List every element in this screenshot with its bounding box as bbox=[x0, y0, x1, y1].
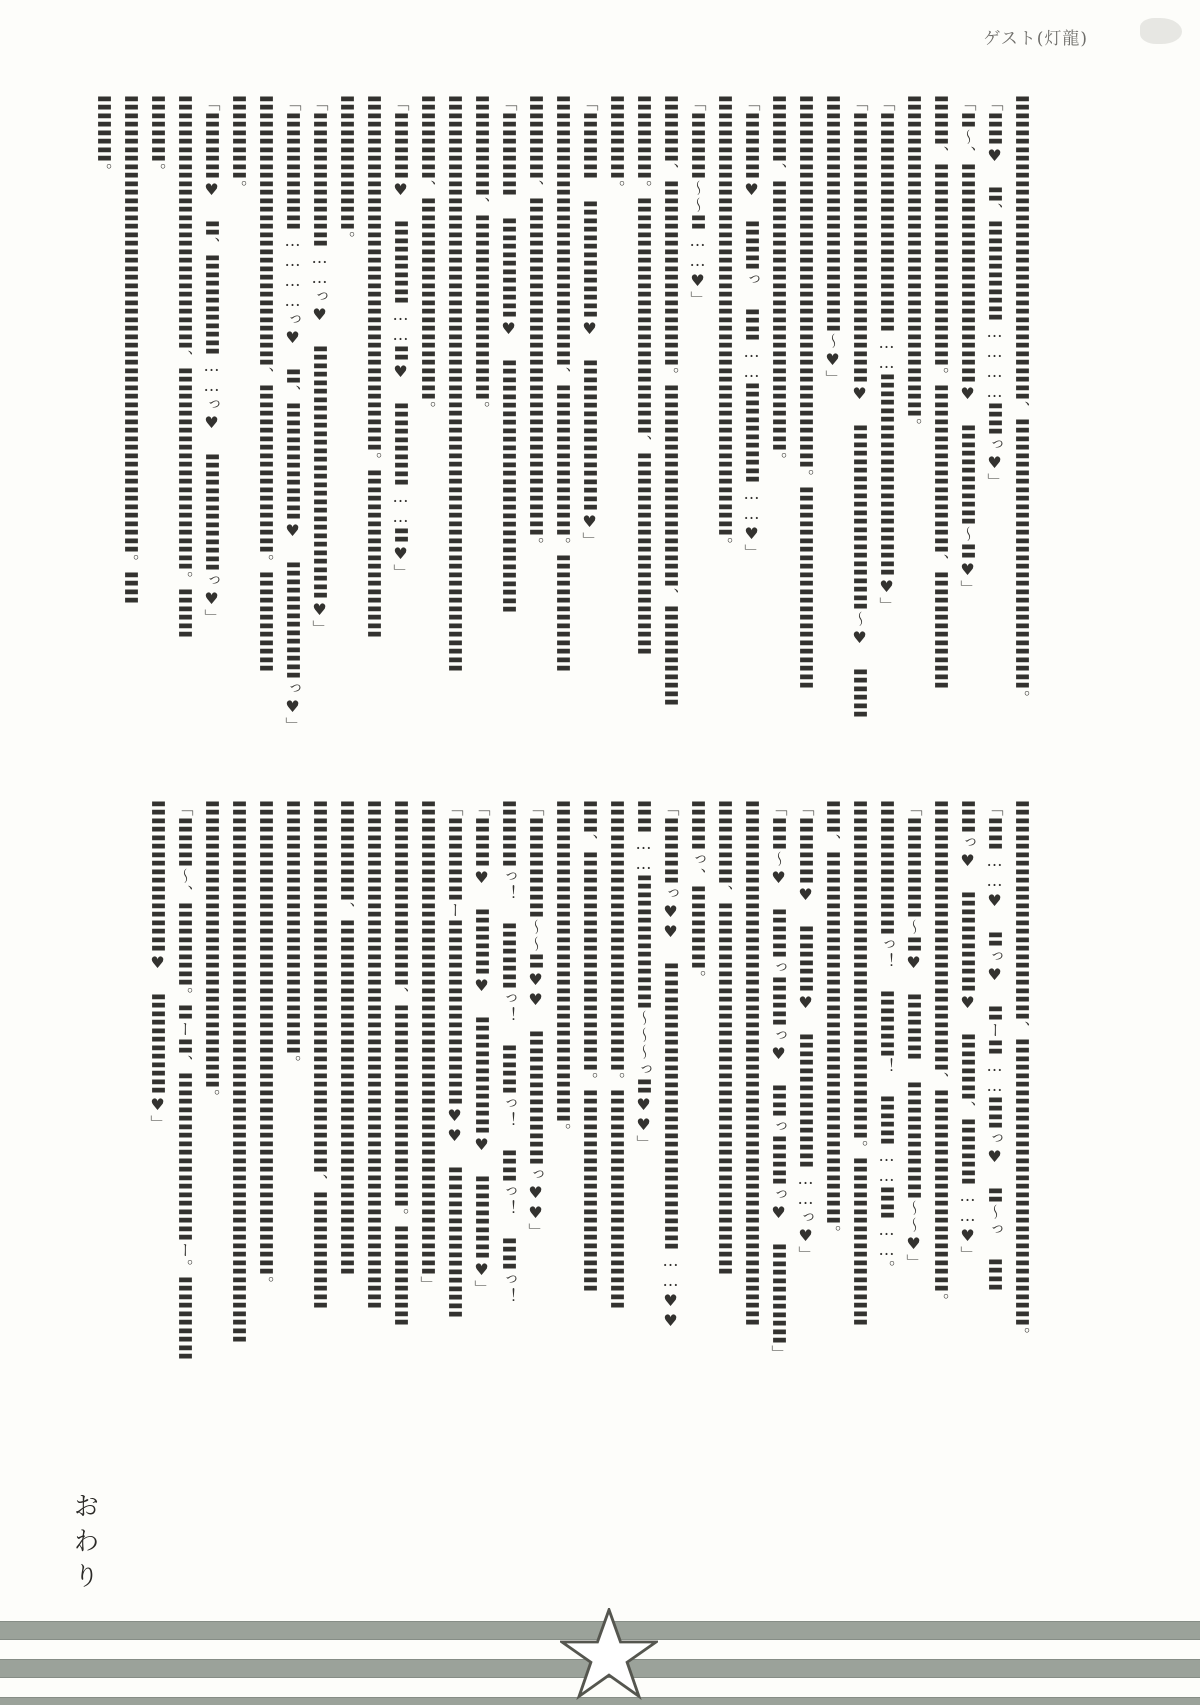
text-column: 「〓〓……♥ 〓っ♥ 〓ー〓……〓〓っ♥ 〓～っ 〓〓 bbox=[985, 800, 1004, 1292]
text-column: 「〓〓〓〓♥ 〓〓〓〓〓……〓♥ 〓〓〓〓〓……〓♥」 bbox=[391, 95, 410, 581]
text-column: 〓〓〓〓〓〓〓〓〓〓〓〓〓〓〓〓〓〓〓〓〓〓〓〓〓〓〓〓〓〓 bbox=[364, 800, 383, 1310]
text-column: 〓〓〓〓〓〓〓〓〓〓〓〓〓、〓〓〓〓〓〓〓〓〓〓〓〓〓〓〓〓〓。 bbox=[1012, 800, 1031, 1344]
text-column: 〓〓……〓〓〓〓〓〓〓〓～～～っ〓♥♥」 bbox=[634, 800, 653, 1152]
text-column: 〓〓〓〓〓。 bbox=[607, 95, 626, 197]
text-column: 「〓〓〓〓〓〓〓〓……っ♥ 〓〓〓〓〓〓〓〓〓〓〓〓〓〓〓♥」 bbox=[310, 95, 329, 637]
text-column: 〓〓〓〓〓、〓〓〓〓〓〓〓〓〓〓〓〓。 bbox=[418, 95, 437, 418]
text-column: 〓〓〓〓〓〓〓〓〓〓〓〓〓〓〓〓〓〓〓〓〓〓。〓〓〓〓〓〓〓〓〓〓〓〓 bbox=[796, 95, 815, 690]
text-column: 〓〓〓〓〓〓〓〓〓〓〓〓〓〓〓〓〓。 bbox=[202, 800, 221, 1106]
text-column: 〓〓〓〓〓〓〓〓〓〓〓〓〓〓〓。 bbox=[283, 800, 302, 1072]
text-column: 〓〓〓〓っ！ 〓〓〓〓っ！ 〓〓〓っ！ 〓〓っ！ 〓〓っ！ bbox=[499, 800, 518, 1305]
text-column: 「〓〓～♥ 〓〓〓っ〓〓〓っ♥ 〓〓っ〓〓〓っ♥ 〓〓〓〓〓〓」 bbox=[769, 800, 788, 1362]
text-column: 〓〓〓〓〓〓〓〓〓〓〓〓〓〓〓〓〓〓〓〓〓〓〓〓〓〓〓〓。 bbox=[256, 800, 275, 1293]
text-column: 「〓〓〓〓〓〓～〓♥ 〓〓〓〓 〓〓〓〓〓〓〓～～♥」 bbox=[904, 800, 923, 1271]
text-column: 「〓～、〓〓〓〓〓〓〓〓〓〓〓〓〓♥ 〓〓〓〓〓〓～〓♥」 bbox=[958, 95, 977, 597]
text-column: 〓〓〓〓〓〓〓〓〓〓〓〓〓〓〓〓〓〓、〓〓〓〓〓〓〓〓〓〓〓〓〓〓〓〓。 bbox=[1012, 95, 1031, 707]
text-column: 〓〓〓〓〓〓〓〓〓〓〓〓〓〓〓〓〓〓〓〓〓〓〓〓〓〓〓。〓〓 bbox=[121, 95, 140, 605]
end-mark: おわり bbox=[69, 1492, 99, 1597]
text-column: 「〓〓〓〓〓ー〓〓〓〓〓〓〓〓〓〓〓♥♥ 〓〓〓〓〓〓〓〓〓 bbox=[445, 800, 464, 1319]
text-column: 〓〓〓〓〓〓〓〓〓〓〓〓〓〓〓〓〓〓〓〓〓〓〓〓〓〓。 bbox=[715, 95, 734, 554]
text-column: 〓〓っ♥ 〓〓〓〓〓〓♥ 〓〓〓〓、〓〓〓〓……♥」 bbox=[958, 800, 977, 1263]
text-column: 「〓〓〓〓っ♥♥ 〓〓〓〓〓〓〓〓〓〓〓〓〓〓〓〓〓……♥♥ bbox=[661, 800, 680, 1331]
text-column: 〓〓〓〓〓〓〓〓。 bbox=[337, 95, 356, 248]
text-column: 「〓〓〓〓〓〓～～〓♥♥ 〓〓〓〓〓〓〓〓っ♥♥」 bbox=[526, 800, 545, 1240]
text-column: 〓〓〓〓、〓〓〓〓〓〓〓〓〓〓〓。〓〓〓〓〓〓〓〓〓〓〓〓、〓〓〓〓〓〓 bbox=[661, 95, 680, 707]
text-column: 〓〓〓〓〓〓〓〓〓〓〓〓〓〓〓、〓〓〓〓〓〓〓〓〓〓〓〓。〓〓〓 bbox=[175, 95, 194, 639]
text-column: 〓〓〓〓〓〓〓〓〓〓〓〓〓〓〓〓、〓〓〓〓〓〓〓〓〓〓〓〓。 bbox=[931, 800, 950, 1310]
text-column: 〓〓〓〓〓〓〓〓〓〓〓〓〓〓～♥」 bbox=[823, 95, 842, 387]
text-column: 「〓〓〓〓〓〓〓…………っ♥ 〓、〓〓〓〓〓〓〓♥ 〓〓〓〓〓〓〓っ♥」 bbox=[283, 95, 302, 734]
text-column: 〓〓〓〓、〓〓〓〓〓〓〓〓〓〓〓〓〓〓〓〓。 bbox=[769, 95, 788, 469]
text-column: 「〓〓〓〓 〓〓〓〓〓〓〓♥ 〓〓〓〓〓〓〓〓〓♥」 bbox=[580, 95, 599, 549]
text-column: 〓〓〓〓〓〓〓〓〓〓〓〓〓〓〓〓〓〓〓〓〓〓〓〓〓〓〓〓〓〓〓〓〓〓 bbox=[445, 95, 464, 673]
text-column: 「〓〓〓〓♥ 〓、〓〓〓〓〓〓……っ♥ 〓〓〓〓〓〓〓っ♥」 bbox=[202, 95, 221, 626]
text-column: 〓〓、〓〓〓〓〓〓〓〓〓〓〓〓〓。〓〓〓〓〓〓〓〓〓〓〓〓 bbox=[580, 800, 599, 1293]
text-column: 「〓〓〓〓〓〓〓〓〓〓〓〓〓〓〓〓♥ 〓〓〓〓〓〓〓〓〓〓〓～♥ 〓〓〓 bbox=[850, 95, 869, 719]
text-column: 〓〓〓〓〓〓〓〓〓〓〓〓〓〓〓〓〓〓〓〓〓〓〓〓〓〓〓〓」 bbox=[418, 800, 437, 1293]
text-column: 〓〓〓〓〓〓〓〓〓〓〓〓〓〓〓〓、〓〓〓〓〓〓〓〓〓〓。〓〓〓〓〓〓 bbox=[256, 95, 275, 673]
scan-smudge bbox=[1140, 18, 1182, 44]
text-column: 〓〓〓〓〓〓〓〓〓〓〓〓〓〓〓〓〓〓〓。 bbox=[553, 800, 572, 1140]
text-column: 〓〓、〓〓〓〓〓〓〓〓〓〓〓〓〓〓〓〓〓〓〓〓〓〓。 bbox=[823, 800, 842, 1242]
text-column: 〓〓〓〓〓〓、〓〓〓〓〓〓〓〓〓〓〓〓〓〓〓〓〓〓〓〓〓 bbox=[337, 800, 356, 1276]
text-column: 〓〓〓〓〓〓、〓〓〓〓〓〓〓〓〓〓〓。 bbox=[472, 95, 491, 418]
text-column: 〓〓〓〓〓〓〓〓〓〓〓〓〓〓〓〓。〓〓〓〓〓〓〓〓〓〓〓〓〓 bbox=[607, 800, 626, 1310]
text-column: 〓〓〓〓〓〓〓〓っ！ 〓〓〓〓！ 〓〓〓……〓〓……。 bbox=[877, 800, 896, 1277]
text-column: 〓〓〓〓〓。 bbox=[229, 95, 248, 197]
text-column: 〓〓〓〓〓、〓〓〓〓〓〓〓〓〓〓〓〓〓〓〓〓〓〓〓〓。 bbox=[526, 95, 545, 554]
text-column: 「〓〓〓〓♥ 〓〓〓っ 〓〓……〓〓〓〓〓〓……♥」 bbox=[742, 95, 761, 561]
text-column: 〓〓〓〓〓〓〓〓〓〓〓〓〓〓〓〓〓〓〓〓〓〓〓〓〓〓〓〓〓〓〓〓 bbox=[229, 800, 248, 1344]
lower-text-register bbox=[144, 800, 1035, 1500]
text-column: 「〓〓〓〓〓〓〓〓〓〓〓〓〓……〓〓〓〓〓〓〓〓〓〓〓〓♥」 bbox=[877, 95, 896, 614]
upper-text-register bbox=[90, 95, 1035, 795]
text-column: 〓〓〓〓〓。〓〓〓〓〓〓〓〓〓〓〓〓〓〓、〓〓〓〓〓〓〓〓〓〓〓〓 bbox=[634, 95, 653, 656]
text-column: 〓〓〓〓〓〓〓〓〓〓〓〓〓〓〓〓〓〓〓〓〓〓、〓〓〓〓〓〓〓 bbox=[310, 800, 329, 1310]
text-column: 〓〓〓〓〓、〓〓〓〓〓〓〓〓〓〓〓〓〓〓〓〓〓〓〓〓〓〓 bbox=[715, 800, 734, 1276]
text-column: 〓〓〓〓〓〓〓〓〓〓〓〓〓〓〓〓〓〓〓〓〓。〓〓〓〓〓〓〓〓〓〓 bbox=[364, 95, 383, 639]
text-column: 〓〓〓〓〓〓〓〓〓〓〓、〓〓〓〓〓〓〓〓〓〓〓〓。〓〓〓〓〓〓 bbox=[391, 800, 410, 1327]
star-icon bbox=[560, 1608, 658, 1700]
text-column: 「〓〓♥ 〓、〓〓〓〓〓〓…………〓〓っ♥」 bbox=[985, 95, 1004, 490]
text-column: 〓〓〓〓〓〓〓〓〓〓〓〓〓〓〓〓〓〓〓〓〓〓〓〓〓〓〓〓〓〓〓 bbox=[742, 800, 761, 1327]
text-column: 「〓〓〓〓〓 〓〓〓〓〓〓♥ 〓〓〓〓〓〓〓〓〓〓〓〓〓〓〓 bbox=[499, 95, 518, 614]
text-column: 〓〓〓〓〓〓〓〓〓〓〓〓〓〓〓〓〓〓〓〓。〓〓〓〓〓〓〓〓〓〓 bbox=[850, 800, 869, 1327]
text-column: 〓〓〓〓〓〓〓〓〓♥ 〓〓〓〓〓〓♥」 bbox=[148, 800, 167, 1132]
text-column: 「〓〓〓〓～～〓……♥」 bbox=[688, 95, 707, 308]
text-column: 〓〓〓〓〓〓〓〓〓〓〓〓〓〓〓〓〓〓〓。 bbox=[904, 95, 923, 435]
text-column: 〓〓〓っ、〓〓〓〓〓。 bbox=[688, 800, 707, 987]
text-column: 「〓〓〓～、〓〓〓〓〓。〓ー〓、〓〓〓〓〓〓〓〓〓〓ー。〓〓〓〓〓 bbox=[175, 800, 194, 1361]
guest-credit-label: ゲスト(灯龍) bbox=[983, 29, 1088, 49]
text-column: 〓〓〓、〓〓〓〓〓〓〓〓〓〓〓〓。〓〓〓〓〓〓〓〓〓〓、〓〓〓〓〓〓〓 bbox=[931, 95, 950, 690]
text-column: 〓〓〓〓〓〓〓〓〓〓〓〓〓〓〓〓、〓〓〓〓〓〓〓〓〓。〓〓〓〓〓〓〓 bbox=[553, 95, 572, 673]
text-column: 「〓〓〓〓♥ 〓〓〓〓♥ 〓〓〓〓〓〓〓〓……っ♥」 bbox=[796, 800, 815, 1263]
text-column: 〓〓〓〓。 bbox=[148, 95, 167, 180]
text-column: 「〓〓〓♥ 〓〓〓〓♥ 〓〓〓〓〓〓〓♥ 〓〓〓〓〓♥」 bbox=[472, 800, 491, 1297]
text-column: 〓〓〓〓。 bbox=[94, 95, 113, 180]
